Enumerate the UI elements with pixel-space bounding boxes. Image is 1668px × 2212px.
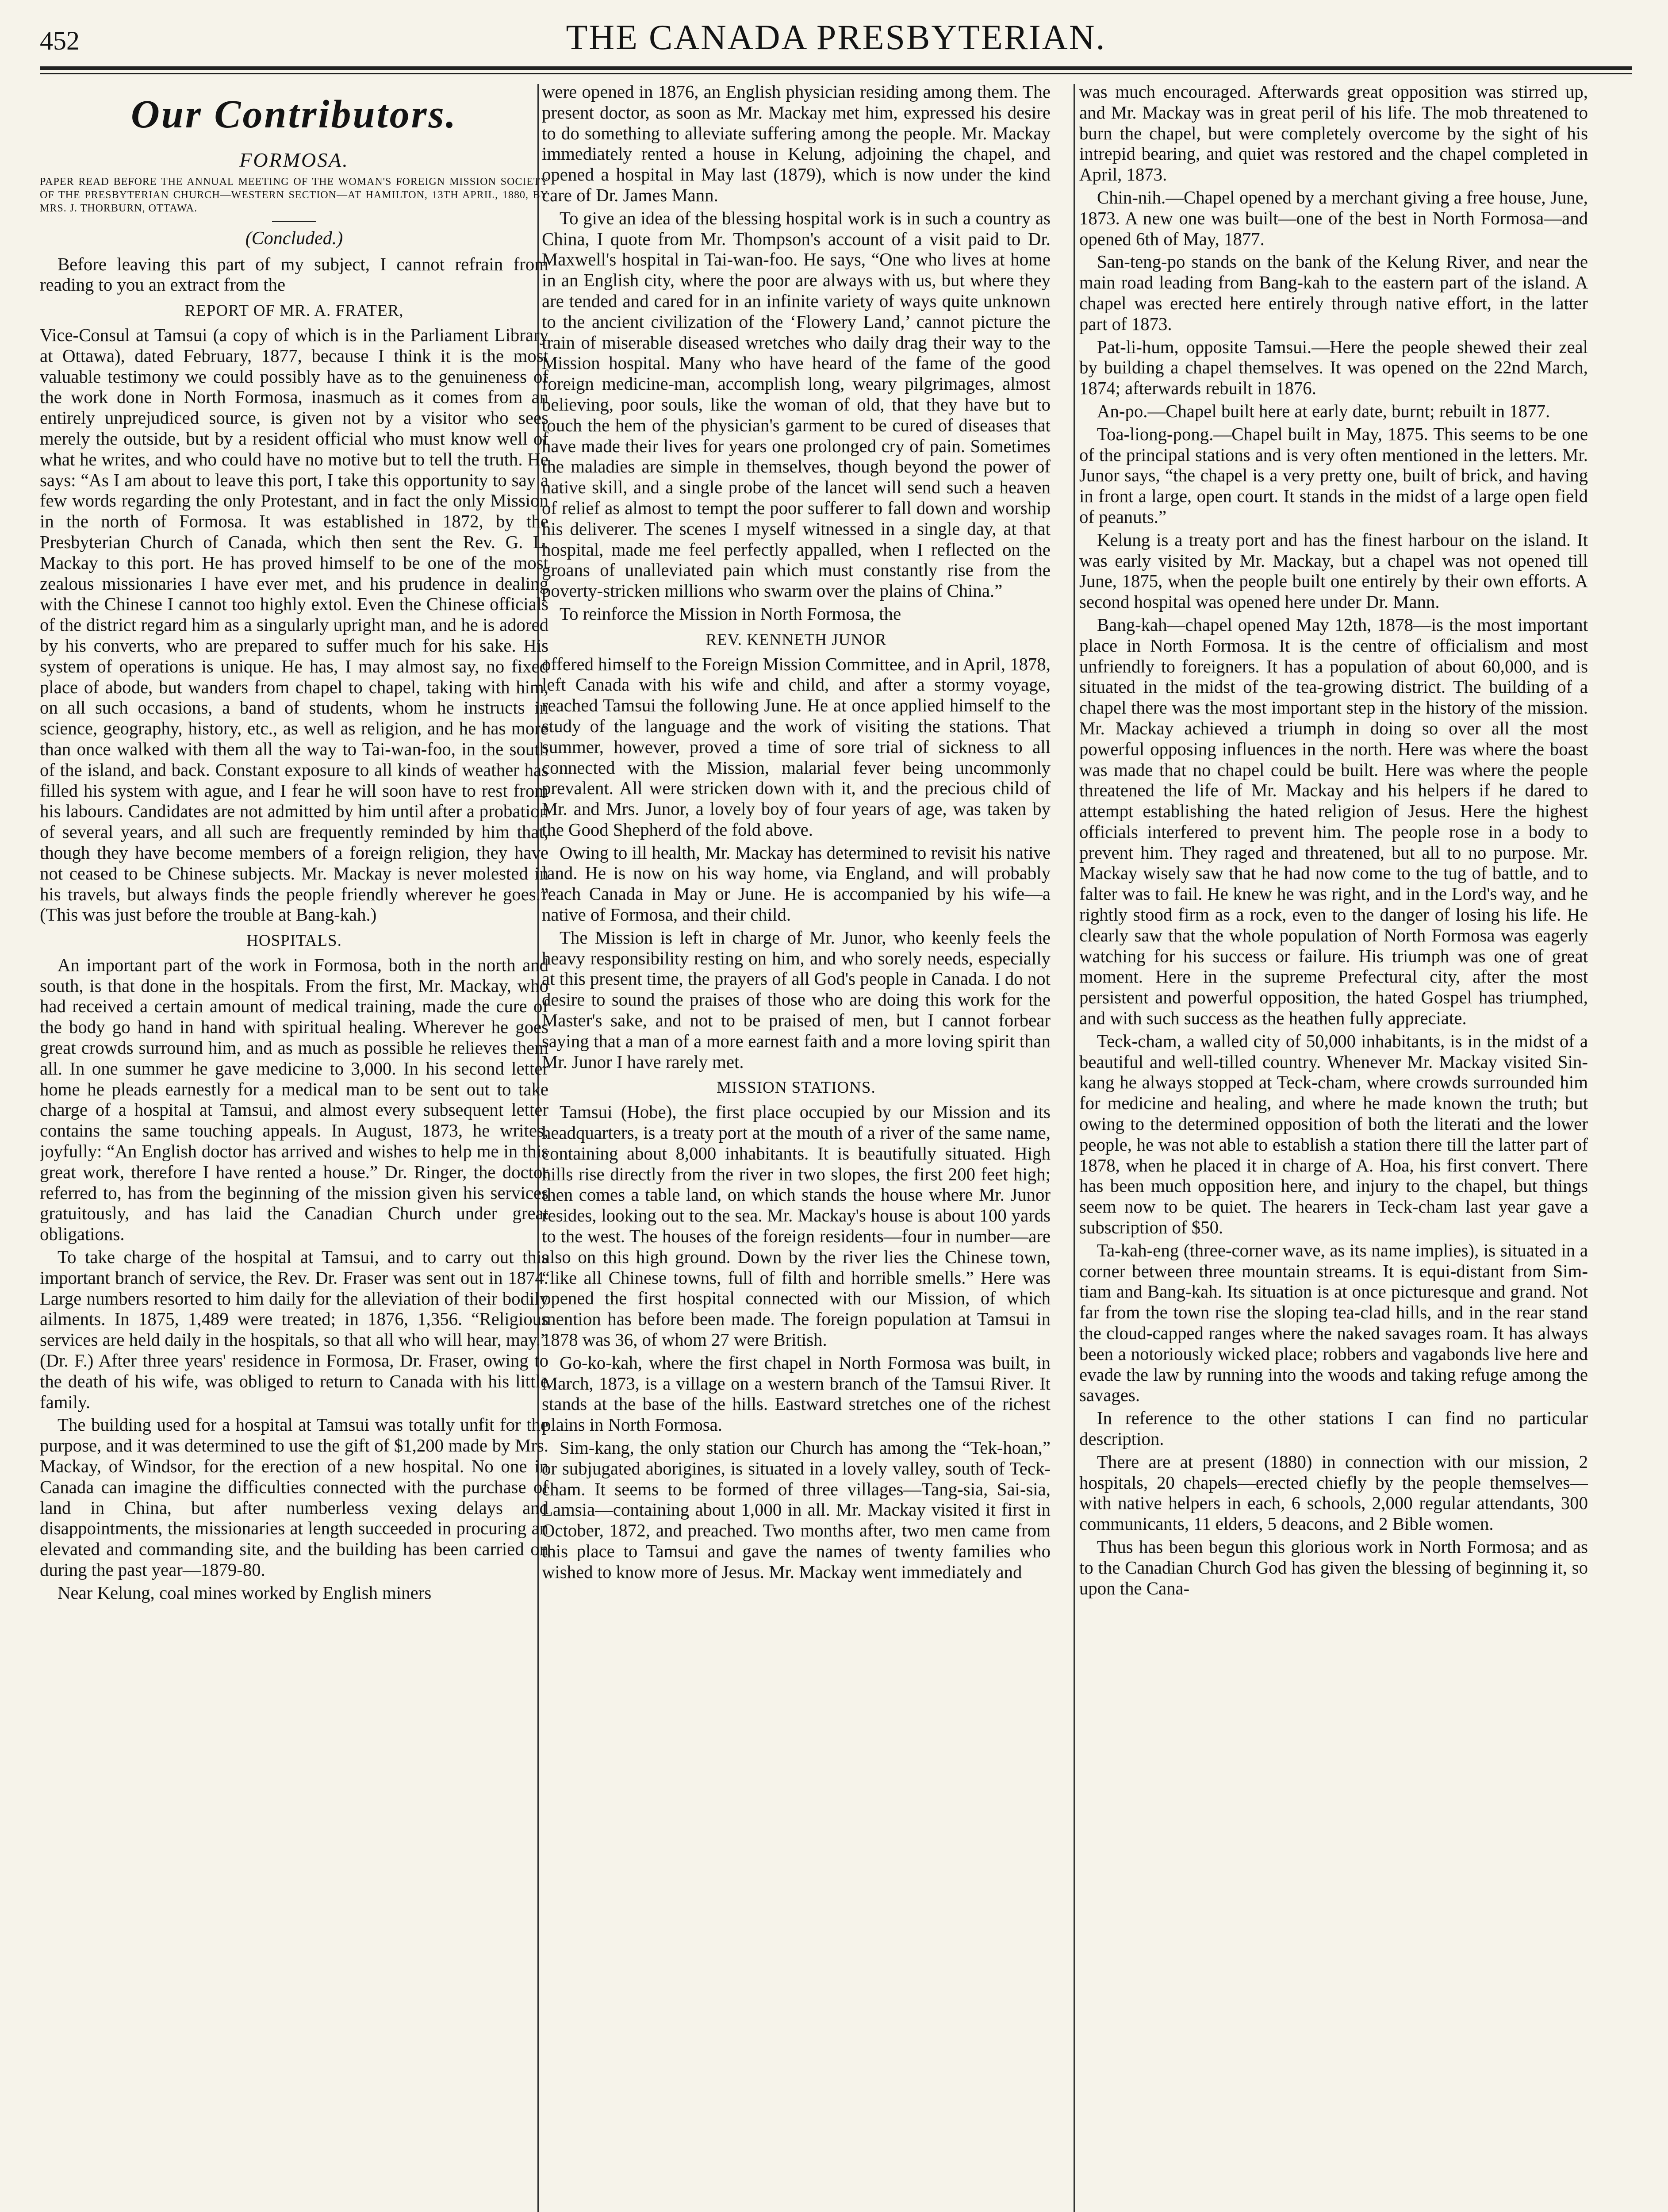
paragraph: Go-ko-kah, where the first chapel in North Formosa was built, in March, 1873, is a village on a western branch of the Tamsui River. It stands at the base of the hills. Eastward stretches one of the richest plains in North Formosa. [542,1352,1051,1435]
subheading: REPORT OF MR. A. FRATER, [184,302,404,320]
paragraph: To give an idea of the blessing hospital work is in such a country as China, I quote from Mr. Thompson's account of a visit paid to Dr. Maxwell's hospital in Tai-wan-foo. He says, “One who lives at home in an English city, where the poor are always with us, but where they are tended and cared for in an infinite variety of ways quite unknown to the ancient civilization of the ‘Flowery Land,’ cannot picture the train of miserable diseased wretches who daily drag their way to the Mission hospital. Many who have heard of the fame of the good foreign medicine-man, accomplish long, weary pilgrimages, almost believing, poor souls, like the woman of old, that they have but to touch the hem of the physician's garment to be cured of diseases that have made their lives for years one prolonged cry of pain. Sometimes the maladies are simple in themselves, though beyond the power of native skill, and a single probe of the lancet will send such a heaven of relief as almost to tempt the poor sufferer to fall down and worship his deliverer. The scenes I myself witnessed in a single day, at that hospital, made me feel perfectly appalled, when I reflected on the groans of unalleviated pain which must constantly rise from the poverty-stricken millions who swarm over the plains of China.” [542,208,1051,601]
column-1 [40,82,548,2212]
paragraph: Bang-kah—chapel opened May 12th, 1878—is the most important place in North Formosa. It is the centre of officialism and most unfriendly to foreigners. It has a population of about 60,000, and is situated in the midst of the tea-growing district. The building of a chapel there was the most important step in the history of the mission. Mr. Mackay achieved a triumph in doing so over all the most powerful opposing influences in the north. Here was where the boast was made that no chapel could be built. Here was where the people threatened the life of Mr. Mackay and his helpers if he dared to attempt establishing the hated religion of Jesus. Here the highest officials interfered to prevent him. The people rose in a body to prevent him. They raged and threatened, but all to no purpose. Mr. Mackay wisely saw that he had now come to the tug of battle, and to falter was to fail. He knew he was right, and in the Lord's way, and he rightly stood firm as a rock, even to the danger of losing his life. He clearly saw that the whole population of North Formosa was eagerly watching for his success or failure. His triumph was one of great moment. Here in the supreme Prefectural city, after the most persistent and powerful opposition, the hated Gospel has triumphed, and with such success as the heathen fully appreciate. [1079,614,1588,1029]
divider [272,221,316,222]
column-divider [1074,84,1075,2212]
section-heading: Our Contributors. [130,92,458,136]
page-number: 452 [40,26,80,55]
paragraph: There are at present (1880) in connection with our mission, 2 hospitals, 20 chapels—erected chiefly by the people themselves—with native helpers in each, 6 schools, 2,000 regular attendants, 300 communicants, 11 elders, 5 deacons, and 2 Bible women. [1079,1452,1588,1534]
paragraph: An important part of the work in Formosa, both in the north and south, is that done in the hospitals. From the first, Mr. Mackay, who had received a certain amount of medical training, made the cure of the body go hand in hand with spiritual healing. Wherever he goes great crowds surround him, and as much as possible he relieves them all. In one summer he gave medicine to 3,000. In his second letter home he pleads earnestly for a medical man to be sent out to take charge of a hospital at Tamsui, and almost every subsequent letter contains the same touching appeals. In August, 1873, he writes, joyfully: “An English doctor has arrived and wishes to help me in this great work, therefore I have rented a house.” Dr. Ringer, the doctor referred to, has from the beginning of the mission given his services gratuitously, and has laid the Canadian Church under great obligations. [40,955,548,1244]
column-2 [542,82,1051,2212]
paragraph: Teck-cham, a walled city of 50,000 inhabitants, is in the midst of a beautiful and well-tilled country. Whenever Mr. Mackay visited Sin-kang he always stopped at Teck-cham, where crowds surrounded him for medicine and healing, and where he made known the truth; but owing to the determined opposition of both the literati and the lower people, he was not able to establish a station there till the latter part of 1878, when he placed it in charge of A. Hoa, his first convert. There has been much opposition here, and injury to the chapel, but things seem now to be quiet. The hearers in Teck-cham last year gave a subscription of $50. [1079,1031,1588,1238]
masthead [40,18,1632,66]
paragraph: Toa-liong-pong.—Chapel built in May, 1875. This seems to be one of the principal stations and is very often mentioned in the letters. Mr. Junor says, “the chapel is a very pretty one, built of brick, and having in front a large, open court. It stands in the midst of a large open field of peanuts.” [1079,424,1588,527]
paragraph: To take charge of the hospital at Tamsui, and to carry out this important branch of service, the Rev. Dr. Fraser was sent out in 1874. Large numbers resorted to him daily for the alleviation of their bodily ailments. In 1875, 1,489 were treated; in 1876, 1,356. “Religious services are held daily in the hospitals, so that all who will hear, may.” (Dr. F.) After three years' residence in Formosa, Dr. Fraser, owing to the death of his wife, was obliged to return to Canada with his little family. [40,1247,548,1412]
paragraph: The building used for a hospital at Tamsui was totally unfit for the purpose, and it was determined to use the gift of $1,200 made by Mrs. Mackay, of Windsor, for the erection of a new hospital. No one in Canada can imagine the difficulties connected with the purchase of land in China, but after numberless vexing delays and disappointments, the missionaries at length succeeded in procuring an elevated and commanding site, and the building has been carried on during the past year—1879-80. [40,1415,548,1580]
paragraph: Kelung is a treaty port and has the finest harbour on the island. It was early visited by Mr. Mackay, but a chapel was not opened till June, 1875, when the people built one entirely by their own efforts. A second hospital was opened here under Dr. Mann. [1079,530,1588,612]
paragraph: Owing to ill health, Mr. Mackay has determined to revisit his native land. He is now on his way home, via England, and will probably reach Canada in May or June. He is accompanied by his wife—a native of Formosa, and their child. [542,842,1051,925]
paragraph: were opened in 1876, an English physician residing among them. The present doctor, as soon as Mr. Mackay met him, expressed his desire to do something to alleviate suffering among the people. Mr. Mackay immediately rented a house in Kelung, adjoining the chapel, and opened a hospital in May last (1879), which is now under the kind care of Dr. James Mann. [542,82,1051,205]
paragraph: To reinforce the Mission in North Formosa, the [560,603,901,624]
paragraph: Sim-kang, the only station our Church has among the “Tek-hoan,” or subjugated aborigines, is situated in a lovely valley, south of Teck-cham. It seems to be formed of three villages—Tang-sia, Sai-sia, Lamsia—containing about 1,000 in all. Mr. Mackay visited it first in October, 1872, and preached. Two months after, two men came from this place to Tamsui and gave the names of twenty families who wished to know more of Jesus. Mr. Mackay went immediately and [542,1438,1051,1582]
subheading: REV. KENNETH JUNOR [706,630,887,649]
article-title: FORMOSA. [239,149,349,171]
paragraph: Pat-li-hum, opposite Tamsui.—Here the people shewed their zeal by building a chapel themselves. It was opened on the 22nd March, 1874; afterwards rebuilt in 1876. [1079,337,1588,399]
paragraph: An-po.—Chapel built here at early date, burnt; rebuilt in 1877. [1097,401,1550,421]
paragraph: offered himself to the Foreign Mission Committee, and in April, 1878, left Canada with his wife and child, and after a stormy voyage, reached Tamsui the following June. He at once applied himself to the study of the language and the work of visiting the stations. That summer, however, proved a time of sore trial of sickness to all connected with the Mission, malarial fever being uncommonly prevalent. All were stricken down with it, and the precious child of Mr. and Mrs. Junor, a lovely boy of four years of age, was taken by the Good Shepherd of the fold above. [542,654,1051,840]
paragraph: Thus has been begun this glorious work in North Formosa; and as to the Canadian Church God has given the blessing of beginning it, so upon the Cana- [1079,1536,1588,1598]
paragraph: San-teng-po stands on the bank of the Kelung River, and near the main road leading from Bang-kah to the eastern part of the island. A chapel was erected here entirely through native effort, in the latter part of 1873. [1079,252,1588,334]
paragraph: Ta-kah-eng (three-corner wave, as its name implies), is situated in a corner between three mountain streams. It is equi-distant from Sim-tiam and Bang-kah. Its situation is at once picturesque and grand. Not far from the town rise the sloping tea-clad hills, and in the rear stand the cloud-capped ranges where the naked savages roam. It has always been a notoriously wicked place; robbers and vagabonds live here and evade the law by running into the woods and taking refuge among the savages. [1079,1240,1588,1406]
masthead-rule [40,66,1632,70]
paragraph: Tamsui (Hobe), the first place occupied by our Mission and its headquarters, is a treaty port at the mouth of a river of the same name, containing about 8,000 inhabitants. It is beautifully situated. High hills rise directly from the river in two slopes, the first 200 feet high; then comes a table land, on which stands the house where Mr. Junor resides, looking out to the sea. Mr. Mackay's house is about 100 yards to the west. The houses of the foreign residents—four in number—are also on this high ground. Down by the river lies the Chinese town, “like all Chinese towns, full of filth and horrible smells.” Here was opened the first hospital connected with our Mission, of which mention has before been made. The foreign population at Tamsui in 1878 was 36, of whom 27 were British. [542,1102,1051,1350]
paragraph: was much encouraged. Afterwards great opposition was stirred up, and Mr. Mackay was in great peril of his life. The mob threatened to burn the chapel, but were completely overcome by the sight of his intrepid bearing, and quiet was restored and the chapel completed in April, 1873. [1079,82,1588,185]
subheading: MISSION STATIONS. [717,1079,876,1097]
paragraph: The Mission is left in charge of Mr. Junor, who keenly feels the heavy responsibility resting on him, and who sorely needs, especially at this present time, the prayers of all God's people in Canada. I do not desire to sound the praises of those who are doing this work for the Master's sake, and not to be praised of men, but I cannot forbear saying that a man of a more earnest faith and a more loving spirit than Mr. Junor I have rarely met. [542,927,1051,1072]
column-3 [1079,82,1588,2212]
article-subhead: PAPER READ BEFORE THE ANNUAL MEETING OF THE WOMAN'S FOREIGN MISSION SOCIETY OF THE PRESBYTERIAN CHURCH—WESTERN SECTION—AT HAMILTON, 13TH APRIL, 1880, BY MRS. J. THORBURN, OTTAWA. [40,176,548,214]
paragraph: Before leaving this part of my subject, I cannot refrain from reading to you an extract from the [40,254,548,295]
concluded-note: (Concluded.) [245,228,343,249]
paragraph: Vice-Consul at Tamsui (a copy of which is in the Parliament Library at Ottawa), dated February, 1877, because I think it is the most valuable testimony we could possibly have as to the genuineness of the work done in North Formosa, inasmuch as it comes from an entirely unprejudiced source, is given not by a visitor who sees merely the outside, but by a resident official who must know well of what he writes, and who could have no motive but to tell the truth. He says: “As I am about to leave this port, I take this opportunity to say a few words regarding the only Protestant, and in fact the only Mission in the north of Formosa. It was established in 1872, by the Presbyterian Church of Canada, which then sent the Rev. G. L. Mackay to this port. He has proved himself to be one of the most zealous missionaries I have ever met, and his prudence in dealing with the Chinese I cannot too highly extol. Even the Chinese officials of the district regard him as a singularly upright man, and he is adored by his converts, who are prepared to suffer much for his sake. His system of operations is unique. He has, I may almost say, no fixed place of abode, but wanders from chapel to chapel, taking with him, on all such occasions, a band of students, whom he instructs in science, geography, history, etc., as well as religion, and he has more than once walked with them all the way to Tai-wan-foo, in the south of the island, and back. Constant exposure to all kinds of weather has filled his system with ague, and I fear he will soon have to rest from his labours. Candidates are not admitted by him until after a probation of several years, and all such are frequently reminded by him that, though they have become members of a foreign religion, they have not ceased to be Chinese subjects. Mr. Mackay is never molested in his travels, but always finds the people friendly wherever he goes.” (This was just before the trouble at Bang-kah.) [40,325,548,925]
masthead-rule-thin [40,73,1632,74]
subheading: HOSPITALS. [246,932,342,950]
newspaper-title: THE CANADA PRESBYTERIAN. [566,18,1106,57]
paragraph: In reference to the other stations I can find no particular description. [1079,1408,1588,1449]
paragraph: Near Kelung, coal mines worked by English miners [58,1582,432,1603]
paragraph: Chin-nih.—Chapel opened by a merchant giving a free house, June, 1873. A new one was built—one of the best in North Formosa—and opened 6th of May, 1877. [1079,187,1588,249]
